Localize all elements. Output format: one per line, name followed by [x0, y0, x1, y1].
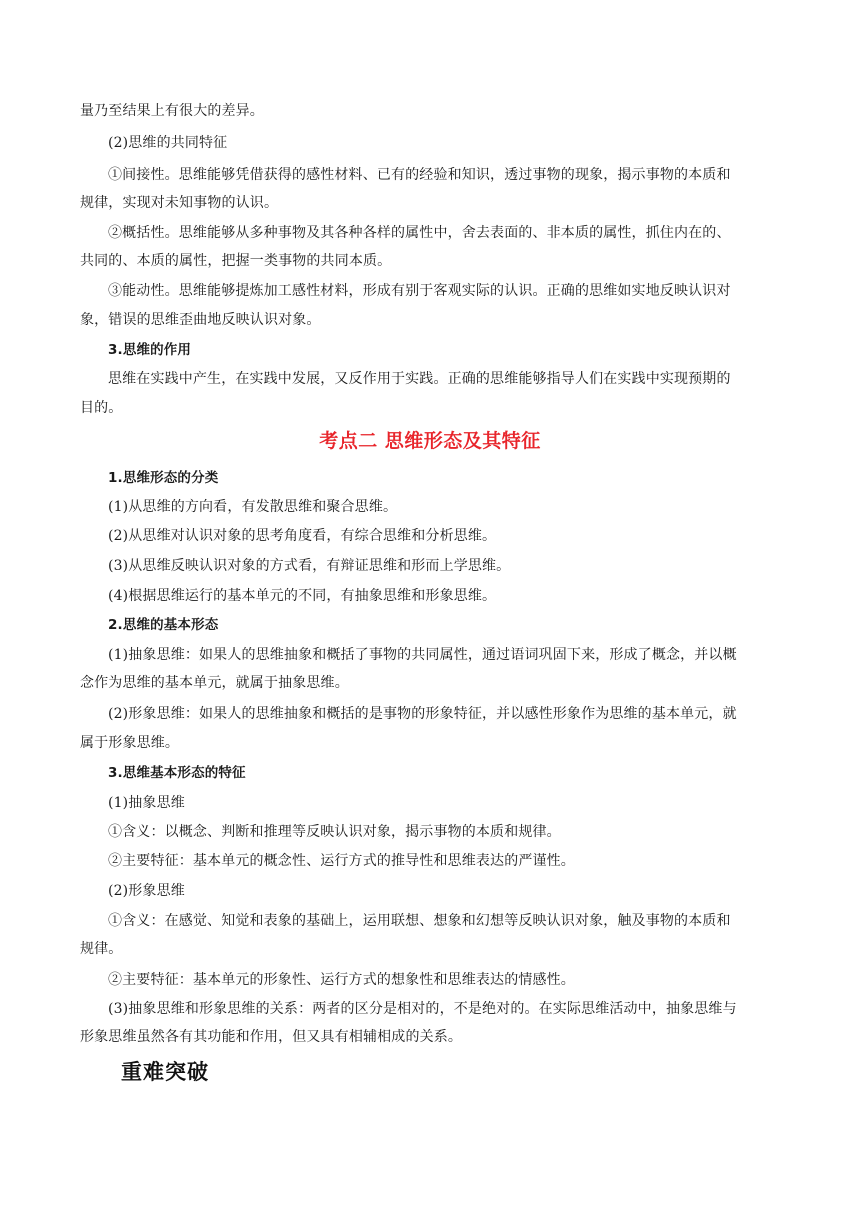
abstract-thinking-definition-cont: 念作为思维的基本单元，就属于抽象思维。 [80, 675, 349, 691]
image-thinking-meaning: ①含义：在感觉、知觉和表象的基础上，运用联想、想象和幻想等反映认识对象，触及事物的本质和 [108, 913, 731, 929]
image-thinking-meaning-cont: 规律。 [80, 941, 123, 957]
relation-paragraph-cont: 形象思维虽然各有其功能和作用，但又具有相辅相成的关系。 [80, 1029, 463, 1045]
relation-paragraph: (3)抽象思维和形象思维的关系：两者的区分是相对的，不是绝对的。在实际思维活动中，抽象思维与 [108, 1001, 737, 1017]
abstract-thinking-definition: (1)抽象思维：如果人的思维抽象和概括了事物的共同属性，通过语词巩固下来，形成了概念，并以概 [108, 647, 737, 663]
image-thinking-definition: (2)形象思维：如果人的思维抽象和概括的是事物的形象特征，并以感性形象作为思维的基本单元，就 [108, 706, 737, 722]
image-thinking-title: (2)形象思维 [108, 883, 185, 899]
classification-item-4: (4)根据思维运行的基本单元的不同，有抽象思维和形象思维。 [108, 588, 497, 604]
common-features-title: (2)思维的共同特征 [108, 135, 228, 151]
classification-item-2: (2)从思维对认识对象的思考角度看，有综合思维和分析思维。 [108, 528, 497, 544]
indirectness-paragraph-cont: 规律，实现对未知事物的认识。 [80, 195, 279, 211]
classification-title: 1.思维形态的分类 [108, 470, 219, 486]
role-title: 3.思维的作用 [108, 342, 192, 358]
generality-paragraph: ②概括性。思维能够从多种事物及其各种各样的属性中，舍去表面的、非本质的属性，抓住内在的、 [108, 225, 731, 241]
initiative-paragraph-cont: 象，错误的思维歪曲地反映认识对象。 [80, 312, 321, 328]
image-thinking-feature: ②主要特征：基本单元的形象性、运行方式的想象性和思维表达的情感性。 [108, 972, 575, 988]
role-paragraph: 思维在实践中产生，在实践中发展，又反作用于实践。正确的思维能够指导人们在实践中实现预期的 [108, 371, 731, 387]
bottom-heading: 重难突破 [121, 1060, 209, 1084]
indirectness-paragraph: ①间接性。思维能够凭借获得的感性材料、已有的经验和知识，透过事物的现象，揭示事物的本质和 [108, 167, 731, 183]
image-thinking-definition-cont: 属于形象思维。 [80, 735, 180, 751]
initiative-paragraph: ③能动性。思维能够提炼加工感性材料，形成有别于客观实际的认识。正确的思维如实地反映认识对 [108, 283, 731, 299]
basic-forms-title: 2.思维的基本形态 [108, 617, 219, 633]
classification-item-1: (1)从思维的方向看，有发散思维和聚合思维。 [108, 499, 398, 515]
abstract-thinking-feature: ②主要特征：基本单元的概念性、运行方式的推导性和思维表达的严谨性。 [108, 853, 575, 869]
classification-item-3: (3)从思维反映认识对象的方式看，有辩证思维和形而上学思维。 [108, 558, 511, 574]
continuation-line: 量乃至结果上有很大的差异。 [80, 103, 264, 119]
abstract-thinking-meaning: ①含义：以概念、判断和推理等反映认识对象，揭示事物的本质和规律。 [108, 824, 561, 840]
role-paragraph-cont: 目的。 [80, 400, 123, 416]
generality-paragraph-cont: 共同的、本质的属性，把握一类事物的共同本质。 [80, 253, 392, 269]
abstract-thinking-title: (1)抽象思维 [108, 795, 185, 811]
section-heading: 考点二 思维形态及其特征 [319, 430, 541, 452]
features-title: 3.思维基本形态的特征 [108, 765, 246, 781]
